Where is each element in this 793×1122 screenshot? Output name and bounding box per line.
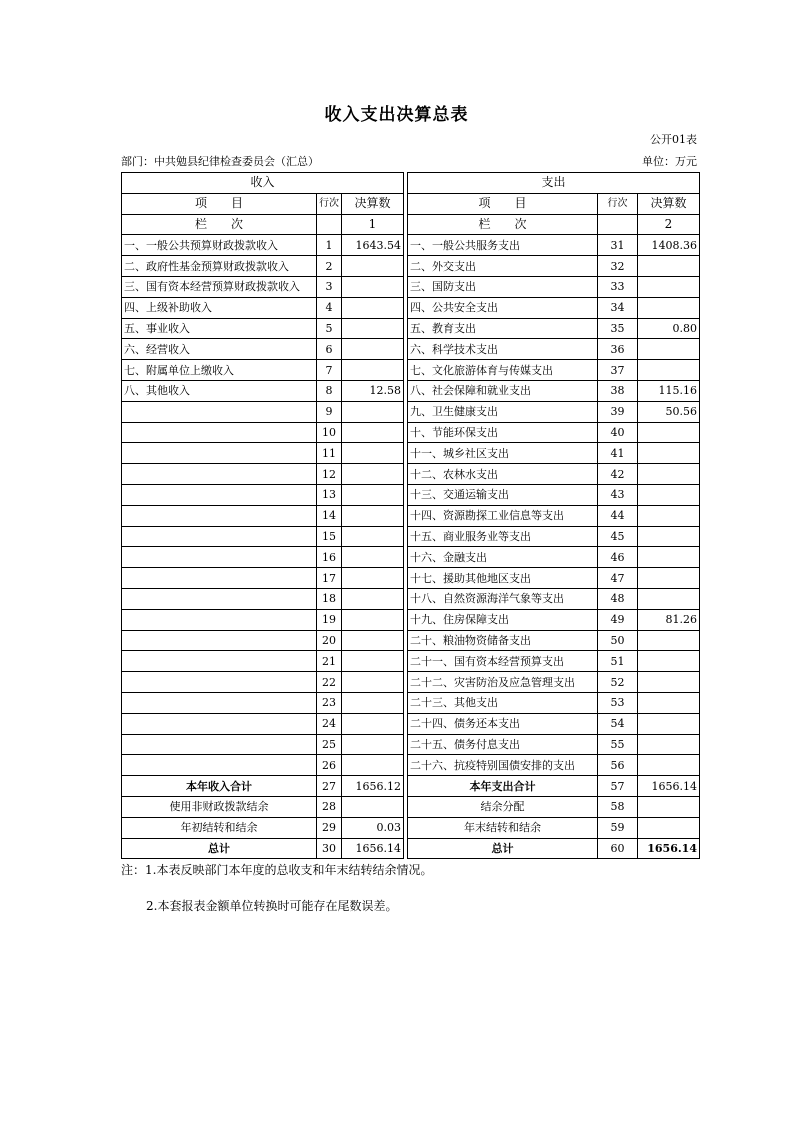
income-line-cell: 1 xyxy=(317,235,342,256)
table-row xyxy=(122,526,700,547)
expense-amount-cell: 81.26 xyxy=(638,609,700,630)
expense-item-cell: 二十二、灾害防治及应急管理支出 xyxy=(408,672,598,693)
summary-expense-line: 60 xyxy=(598,838,638,859)
header-row-columns xyxy=(122,193,700,214)
expense-amount-cell xyxy=(638,588,700,609)
summary-income-item: 总计 xyxy=(122,838,317,859)
income-amount-cell xyxy=(342,318,404,339)
income-amount-cell xyxy=(342,713,404,734)
table-row xyxy=(122,672,700,693)
income-line-cell: 5 xyxy=(317,318,342,339)
income-line-cell: 25 xyxy=(317,734,342,755)
income-item-cell xyxy=(122,672,317,693)
expense-amount-cell xyxy=(638,734,700,755)
income-item-cell: 一、一般公共预算财政拨款收入 xyxy=(122,235,317,256)
expense-line-header: 行次 xyxy=(598,193,638,214)
table-row xyxy=(122,380,700,401)
summary-expense-item: 结余分配 xyxy=(408,796,598,817)
expense-line-cell: 55 xyxy=(598,734,638,755)
summary-income-item: 使用非财政拨款结余 xyxy=(122,796,317,817)
expense-line-cell: 34 xyxy=(598,297,638,318)
summary-row xyxy=(122,817,700,838)
income-line-cell: 17 xyxy=(317,568,342,589)
expense-line-cell: 41 xyxy=(598,443,638,464)
expense-line-cell: 39 xyxy=(598,401,638,422)
income-item-cell xyxy=(122,734,317,755)
expense-line-cell: 52 xyxy=(598,672,638,693)
expense-line-cell: 56 xyxy=(598,755,638,776)
department-label: 部门：中共勉县纪律检查委员会（汇总） xyxy=(121,155,319,168)
expense-item-header: 项 目 xyxy=(408,193,598,214)
income-amount-cell xyxy=(342,692,404,713)
summary-income-amount xyxy=(342,796,404,817)
income-line-header: 行次 xyxy=(317,193,342,214)
expense-line-cell: 36 xyxy=(598,339,638,360)
income-amount-cell xyxy=(342,609,404,630)
income-line-cell: 8 xyxy=(317,380,342,401)
expense-item-cell: 十四、资源勘探工业信息等支出 xyxy=(408,505,598,526)
summary-expense-item: 总计 xyxy=(408,838,598,859)
expense-column-label: 栏 次 xyxy=(408,214,598,235)
expense-line-cell: 37 xyxy=(598,360,638,381)
income-line-cell: 16 xyxy=(317,547,342,568)
expense-item-cell: 二十一、国有资本经营预算支出 xyxy=(408,651,598,672)
income-amount-cell xyxy=(342,401,404,422)
table-row xyxy=(122,609,700,630)
expense-item-cell: 一、一般公共服务支出 xyxy=(408,235,598,256)
expense-item-cell: 四、公共安全支出 xyxy=(408,297,598,318)
income-amount-cell: 12.58 xyxy=(342,380,404,401)
expense-amount-cell xyxy=(638,526,700,547)
expense-item-cell: 八、社会保障和就业支出 xyxy=(408,380,598,401)
income-line-cell: 22 xyxy=(317,672,342,693)
expense-amount-cell xyxy=(638,422,700,443)
empty-cell xyxy=(317,214,342,235)
expense-amount-cell: 0.80 xyxy=(638,318,700,339)
income-amount-cell xyxy=(342,422,404,443)
summary-row xyxy=(122,776,700,797)
expense-item-cell: 二十五、债务付息支出 xyxy=(408,734,598,755)
expense-item-cell: 九、卫生健康支出 xyxy=(408,401,598,422)
income-item-cell: 五、事业收入 xyxy=(122,318,317,339)
expense-item-cell: 二十六、抗疫特别国债安排的支出 xyxy=(408,755,598,776)
summary-income-item: 年初结转和结余 xyxy=(122,817,317,838)
summary-expense-line: 57 xyxy=(598,776,638,797)
expense-header: 支出 xyxy=(408,173,700,194)
table-row xyxy=(122,505,700,526)
table-row xyxy=(122,547,700,568)
income-column-label: 栏 次 xyxy=(122,214,317,235)
note-1: 注：1.本表反映部门本年度的总收支和年末结转结余情况。 xyxy=(121,863,433,877)
expense-line-cell: 47 xyxy=(598,568,638,589)
summary-income-amount: 1656.14 xyxy=(342,838,404,859)
expense-item-cell: 二十四、债务还本支出 xyxy=(408,713,598,734)
expense-item-cell: 三、国防支出 xyxy=(408,276,598,297)
unit-label: 单位：万元 xyxy=(642,155,697,168)
expense-line-cell: 43 xyxy=(598,484,638,505)
summary-expense-item: 年末结转和结余 xyxy=(408,817,598,838)
table-row xyxy=(122,734,700,755)
income-item-cell xyxy=(122,505,317,526)
summary-expense-amount xyxy=(638,817,700,838)
summary-income-amount: 0.03 xyxy=(342,817,404,838)
table-row xyxy=(122,422,700,443)
expense-amount-cell xyxy=(638,713,700,734)
income-amount-cell xyxy=(342,297,404,318)
expense-amount-cell xyxy=(638,360,700,381)
income-item-cell: 三、国有资本经营预算财政拨款收入 xyxy=(122,276,317,297)
income-item-cell xyxy=(122,588,317,609)
expense-line-cell: 48 xyxy=(598,588,638,609)
income-item-cell xyxy=(122,651,317,672)
expense-amount-cell xyxy=(638,464,700,485)
income-amount-cell xyxy=(342,505,404,526)
expense-item-cell: 十二、农林水支出 xyxy=(408,464,598,485)
income-line-cell: 23 xyxy=(317,692,342,713)
expense-line-cell: 49 xyxy=(598,609,638,630)
expense-amount-cell xyxy=(638,443,700,464)
table-row xyxy=(122,256,700,277)
expense-item-cell: 十五、商业服务业等支出 xyxy=(408,526,598,547)
expense-item-cell: 十九、住房保障支出 xyxy=(408,609,598,630)
income-line-cell: 14 xyxy=(317,505,342,526)
expense-amount-cell xyxy=(638,755,700,776)
table-row xyxy=(122,401,700,422)
expense-amount-cell xyxy=(638,568,700,589)
income-item-cell: 六、经营收入 xyxy=(122,339,317,360)
income-amount-cell xyxy=(342,630,404,651)
table-row xyxy=(122,651,700,672)
income-item-cell xyxy=(122,401,317,422)
income-amount-cell xyxy=(342,256,404,277)
table-row xyxy=(122,713,700,734)
table-row xyxy=(122,630,700,651)
income-item-cell: 八、其他收入 xyxy=(122,380,317,401)
table-row xyxy=(122,484,700,505)
summary-income-line: 28 xyxy=(317,796,342,817)
expense-amount-cell xyxy=(638,651,700,672)
summary-expense-item: 本年支出合计 xyxy=(408,776,598,797)
expense-amount-cell xyxy=(638,505,700,526)
income-line-cell: 24 xyxy=(317,713,342,734)
income-item-cell xyxy=(122,526,317,547)
expense-item-cell: 十六、金融支出 xyxy=(408,547,598,568)
income-amount-cell xyxy=(342,526,404,547)
income-line-cell: 11 xyxy=(317,443,342,464)
table-row xyxy=(122,588,700,609)
income-amount-cell xyxy=(342,443,404,464)
income-amount-header: 决算数 xyxy=(342,193,404,214)
expense-line-cell: 54 xyxy=(598,713,638,734)
summary-expense-amount: 1656.14 xyxy=(638,838,700,859)
expense-amount-cell: 1408.36 xyxy=(638,235,700,256)
income-amount-cell xyxy=(342,672,404,693)
income-amount-cell xyxy=(342,464,404,485)
table-row xyxy=(122,692,700,713)
expense-item-cell: 十三、交通运输支出 xyxy=(408,484,598,505)
table-row xyxy=(122,755,700,776)
income-line-cell: 13 xyxy=(317,484,342,505)
expense-amount-header: 决算数 xyxy=(638,193,700,214)
expense-line-cell: 38 xyxy=(598,380,638,401)
expense-item-cell: 十八、自然资源海洋气象等支出 xyxy=(408,588,598,609)
expense-line-cell: 40 xyxy=(598,422,638,443)
income-amount-cell: 1643.54 xyxy=(342,235,404,256)
income-amount-cell xyxy=(342,484,404,505)
expense-item-cell: 十一、城乡社区支出 xyxy=(408,443,598,464)
table-row xyxy=(122,318,700,339)
expense-line-cell: 51 xyxy=(598,651,638,672)
table-row xyxy=(122,464,700,485)
expense-col-number: 2 xyxy=(638,214,700,235)
expense-amount-cell xyxy=(638,339,700,360)
income-line-cell: 10 xyxy=(317,422,342,443)
table-row xyxy=(122,360,700,381)
income-line-cell: 21 xyxy=(317,651,342,672)
income-amount-cell xyxy=(342,360,404,381)
expense-line-cell: 42 xyxy=(598,464,638,485)
income-amount-cell xyxy=(342,276,404,297)
expense-line-cell: 50 xyxy=(598,630,638,651)
income-item-header: 项 目 xyxy=(122,193,317,214)
income-amount-cell xyxy=(342,339,404,360)
expense-amount-cell xyxy=(638,672,700,693)
budget-table xyxy=(121,172,700,859)
income-line-cell: 2 xyxy=(317,256,342,277)
expense-amount-cell: 115.16 xyxy=(638,380,700,401)
income-item-cell xyxy=(122,755,317,776)
expense-amount-cell xyxy=(638,276,700,297)
income-item-cell xyxy=(122,713,317,734)
empty-cell xyxy=(598,214,638,235)
table-row xyxy=(122,297,700,318)
expense-item-cell: 二、外交支出 xyxy=(408,256,598,277)
expense-item-cell: 十、节能环保支出 xyxy=(408,422,598,443)
table-row xyxy=(122,568,700,589)
income-amount-cell xyxy=(342,755,404,776)
summary-row xyxy=(122,838,700,859)
income-line-cell: 26 xyxy=(317,755,342,776)
summary-expense-line: 58 xyxy=(598,796,638,817)
income-line-cell: 18 xyxy=(317,588,342,609)
income-item-cell xyxy=(122,484,317,505)
expense-line-cell: 53 xyxy=(598,692,638,713)
income-item-cell xyxy=(122,464,317,485)
expense-item-cell: 二十三、其他支出 xyxy=(408,692,598,713)
expense-amount-cell xyxy=(638,484,700,505)
income-amount-cell xyxy=(342,547,404,568)
income-item-cell xyxy=(122,630,317,651)
expense-amount-cell xyxy=(638,256,700,277)
income-amount-cell xyxy=(342,568,404,589)
expense-line-cell: 46 xyxy=(598,547,638,568)
income-item-cell xyxy=(122,422,317,443)
note-2: 2.本套报表金额单位转换时可能存在尾数误差。 xyxy=(146,899,398,913)
expense-line-cell: 32 xyxy=(598,256,638,277)
income-item-cell xyxy=(122,547,317,568)
income-col-number: 1 xyxy=(342,214,404,235)
income-item-cell xyxy=(122,692,317,713)
income-line-cell: 15 xyxy=(317,526,342,547)
expense-line-cell: 33 xyxy=(598,276,638,297)
expense-line-cell: 44 xyxy=(598,505,638,526)
income-line-cell: 3 xyxy=(317,276,342,297)
summary-income-line: 27 xyxy=(317,776,342,797)
expense-amount-cell: 50.56 xyxy=(638,401,700,422)
summary-income-amount: 1656.12 xyxy=(342,776,404,797)
expense-item-cell: 五、教育支出 xyxy=(408,318,598,339)
income-amount-cell xyxy=(342,734,404,755)
table-row xyxy=(122,339,700,360)
table-row xyxy=(122,276,700,297)
expense-item-cell: 六、科学技术支出 xyxy=(408,339,598,360)
income-item-cell xyxy=(122,568,317,589)
expense-line-cell: 31 xyxy=(598,235,638,256)
expense-line-cell: 45 xyxy=(598,526,638,547)
income-item-cell xyxy=(122,609,317,630)
income-item-cell xyxy=(122,443,317,464)
table-row xyxy=(122,235,700,256)
income-line-cell: 4 xyxy=(317,297,342,318)
summary-expense-amount xyxy=(638,796,700,817)
summary-expense-line: 59 xyxy=(598,817,638,838)
income-amount-cell xyxy=(342,588,404,609)
header-row-section xyxy=(122,173,700,194)
income-item-cell: 二、政府性基金预算财政拨款收入 xyxy=(122,256,317,277)
income-header: 收入 xyxy=(122,173,404,194)
income-line-cell: 20 xyxy=(317,630,342,651)
expense-item-cell: 七、文化旅游体育与传媒支出 xyxy=(408,360,598,381)
income-line-cell: 6 xyxy=(317,339,342,360)
expense-amount-cell xyxy=(638,630,700,651)
income-item-cell: 七、附属单位上缴收入 xyxy=(122,360,317,381)
summary-income-line: 30 xyxy=(317,838,342,859)
income-line-cell: 12 xyxy=(317,464,342,485)
page-title: 收入支出决算总表 xyxy=(324,105,469,125)
summary-income-item: 本年收入合计 xyxy=(122,776,317,797)
income-line-cell: 7 xyxy=(317,360,342,381)
expense-item-cell: 十七、援助其他地区支出 xyxy=(408,568,598,589)
form-number: 公开01表 xyxy=(650,133,697,146)
expense-line-cell: 35 xyxy=(598,318,638,339)
expense-amount-cell xyxy=(638,692,700,713)
income-line-cell: 9 xyxy=(317,401,342,422)
income-amount-cell xyxy=(342,651,404,672)
summary-row xyxy=(122,796,700,817)
expense-item-cell: 二十、粮油物资储备支出 xyxy=(408,630,598,651)
income-line-cell: 19 xyxy=(317,609,342,630)
header-row-column-numbers xyxy=(122,214,700,235)
expense-amount-cell xyxy=(638,297,700,318)
summary-income-line: 29 xyxy=(317,817,342,838)
expense-amount-cell xyxy=(638,547,700,568)
income-item-cell: 四、上级补助收入 xyxy=(122,297,317,318)
table-row xyxy=(122,443,700,464)
summary-expense-amount: 1656.14 xyxy=(638,776,700,797)
